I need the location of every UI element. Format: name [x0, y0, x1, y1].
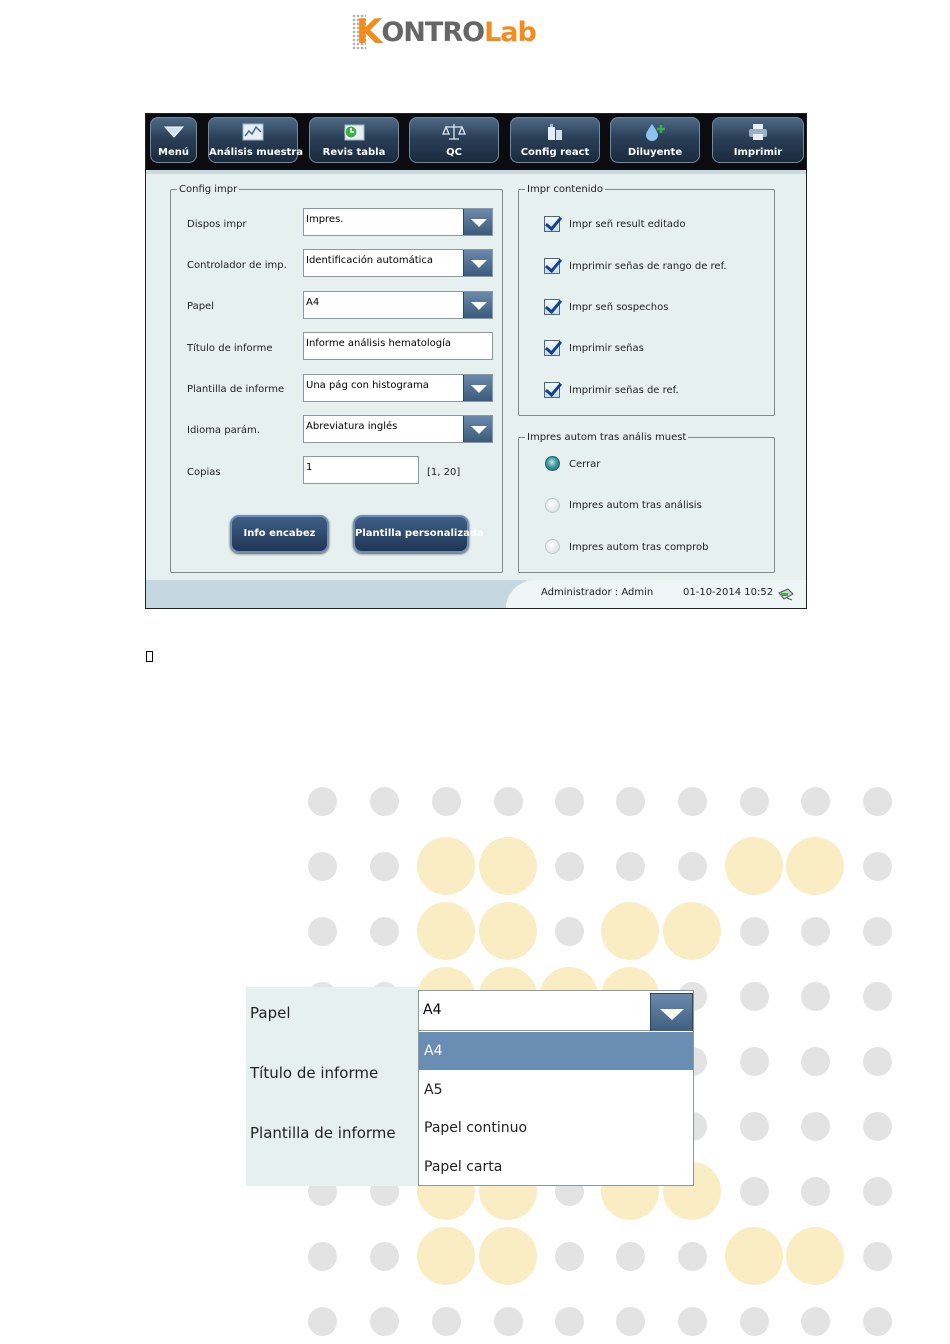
- yellow-dot: [479, 837, 537, 895]
- ref-range-flags-checkbox[interactable]: [544, 258, 560, 274]
- suspect-flags-label: Impr señ sospechos: [569, 302, 669, 313]
- yellow-dot: [479, 1227, 537, 1285]
- edited-result-label: Impr señ result editado: [569, 219, 686, 230]
- gray-dot: [555, 1307, 584, 1336]
- network-icon: [777, 585, 795, 603]
- copies-input[interactable]: [303, 456, 419, 484]
- table-clock-icon: [342, 122, 366, 142]
- gray-dot: [678, 787, 707, 816]
- gray-dot: [863, 1112, 892, 1141]
- logo-ontro: ONTRO: [381, 16, 485, 48]
- yellow-dot: [725, 1227, 783, 1285]
- zoom-report-title-label: Título de informe: [250, 1064, 379, 1082]
- gray-dot: [678, 852, 707, 881]
- paper-dropdown[interactable]: [303, 291, 493, 319]
- gray-dot: [494, 787, 523, 816]
- copies-label: Copias: [187, 467, 221, 478]
- gray-dot: [801, 917, 830, 946]
- header-info-button[interactable]: Info encabez: [230, 515, 329, 553]
- printer-device-label: Dispos impr: [187, 219, 247, 230]
- device-screen: [145, 113, 807, 609]
- gray-dot: [494, 1307, 523, 1336]
- yellow-dot: [417, 837, 475, 895]
- gray-dot: [370, 1307, 399, 1336]
- bottles-icon: [543, 122, 567, 142]
- gray-dot: [678, 1307, 707, 1336]
- gray-dot: [678, 1242, 707, 1271]
- chevron-down-icon[interactable]: [463, 291, 493, 319]
- gray-dot: [432, 787, 461, 816]
- report-title-value: Informe análisis hematología: [306, 338, 452, 349]
- gray-dot: [863, 1242, 892, 1271]
- drop-plus-icon: [643, 122, 667, 142]
- chevron-down-icon[interactable]: [463, 249, 493, 277]
- gray-dot: [308, 852, 337, 881]
- yellow-dot: [417, 1227, 475, 1285]
- kontrolab-logo: [356, 12, 536, 52]
- yellow-dot: [417, 902, 475, 960]
- qc-label: QC: [446, 147, 462, 158]
- diluent-button[interactable]: [610, 117, 700, 163]
- qc-button[interactable]: [409, 117, 499, 163]
- chevron-down-icon[interactable]: [463, 415, 493, 443]
- gray-dot: [863, 1307, 892, 1336]
- gray-dot: [308, 917, 337, 946]
- gray-dot: [616, 1307, 645, 1336]
- gray-dot: [308, 1242, 337, 1271]
- gray-dot: [740, 1047, 769, 1076]
- gray-dot: [801, 787, 830, 816]
- status-ribbon: [146, 580, 526, 608]
- paper-label: Papel: [187, 301, 214, 312]
- status-bar: [146, 580, 806, 608]
- yellow-dot: [786, 837, 844, 895]
- ref-flags-label: Imprimir señas de ref.: [569, 385, 679, 396]
- gray-dot: [740, 982, 769, 1011]
- sample-analysis-label: Análisis muestra: [209, 147, 304, 158]
- printer-device-dropdown[interactable]: [303, 208, 493, 236]
- printer-device-value: Impres.: [306, 214, 344, 225]
- gray-dot: [308, 1307, 337, 1336]
- balance-scale-icon: [442, 122, 466, 142]
- paper-options-list: [418, 1031, 694, 1186]
- chevron-down-icon: [162, 122, 186, 142]
- gray-dot: [863, 917, 892, 946]
- paper-option-continuous[interactable]: Papel continuo: [424, 1120, 528, 1136]
- toolbar: [146, 114, 806, 170]
- gray-dot: [863, 1047, 892, 1076]
- gray-dot: [370, 852, 399, 881]
- gray-dot: [432, 1307, 461, 1336]
- suspect-flags-checkbox[interactable]: [544, 299, 560, 315]
- yellow-dot: [663, 902, 721, 960]
- after-check-radio[interactable]: [545, 539, 560, 554]
- report-title-label: Título de informe: [187, 343, 273, 354]
- gray-dot: [555, 917, 584, 946]
- zoom-paper-dropdown[interactable]: [418, 990, 694, 1031]
- yellow-dot: [601, 902, 659, 960]
- custom-template-button[interactable]: Plantilla personalizada: [353, 515, 469, 553]
- sample-analysis-button[interactable]: [208, 117, 304, 163]
- paper-value: A4: [306, 297, 320, 308]
- paper-option-a4[interactable]: A4: [419, 1032, 693, 1070]
- gray-dot: [370, 917, 399, 946]
- zoom-paper-label: Papel: [250, 1004, 291, 1022]
- gray-dot: [863, 787, 892, 816]
- edited-result-checkbox[interactable]: [544, 216, 560, 232]
- gray-dot: [740, 1307, 769, 1336]
- copies-value: 1: [306, 462, 313, 473]
- gray-dot: [370, 1242, 399, 1271]
- report-template-value: Una pág con histograma: [306, 380, 429, 391]
- reagent-setup-label: Config react: [520, 147, 590, 158]
- logo-lab: Lab: [484, 16, 536, 48]
- gray-dot: [740, 1177, 769, 1206]
- menu-label: Menú: [158, 147, 189, 158]
- yellow-dot: [786, 1227, 844, 1285]
- copies-range: [1, 20]: [427, 467, 461, 478]
- print-driver-label: Controlador de imp.: [187, 260, 287, 271]
- close-radio-label: Cerrar: [569, 459, 601, 470]
- print-driver-dropdown[interactable]: [303, 249, 493, 277]
- gray-dot: [863, 852, 892, 881]
- content-divider: [146, 170, 806, 174]
- diluent-label: Diluyente: [627, 147, 683, 158]
- status-datetime: 01-10-2014 10:52: [683, 587, 774, 598]
- param-language-label: Idioma parám.: [187, 425, 260, 436]
- yellow-dot: [479, 902, 537, 960]
- yellow-dot: [725, 837, 783, 895]
- flags-label: Imprimir señas: [569, 343, 644, 354]
- gray-dot: [801, 1047, 830, 1076]
- gray-dot: [801, 1177, 830, 1206]
- gray-dot: [801, 1307, 830, 1336]
- bullet-marker: [146, 651, 153, 662]
- paper-dropdown-zoom: [246, 987, 694, 1186]
- report-template-dropdown[interactable]: [303, 374, 493, 402]
- status-user: Administrador : Admin: [541, 587, 654, 598]
- ref-range-flags-label: Imprimir señas de rango de ref.: [569, 261, 727, 272]
- paper-option-letter[interactable]: Papel carta: [424, 1159, 503, 1175]
- paper-option-a5[interactable]: A5: [424, 1082, 443, 1098]
- review-table-label: Revis tabla: [322, 147, 386, 158]
- auto-print-legend: Impres autom tras anális muest: [527, 432, 687, 443]
- print-content-legend: Impr contenido: [527, 184, 603, 195]
- review-table-button[interactable]: [309, 117, 399, 163]
- after-analysis-radio[interactable]: [545, 498, 560, 513]
- report-template-label: Plantilla de informe: [187, 384, 285, 395]
- chevron-down-icon[interactable]: [463, 374, 493, 402]
- param-language-dropdown[interactable]: [303, 415, 493, 443]
- gray-dot: [740, 917, 769, 946]
- gray-dot: [616, 852, 645, 881]
- gray-dot: [616, 1242, 645, 1271]
- close-radio[interactable]: [545, 456, 560, 471]
- print-button[interactable]: [712, 117, 804, 163]
- gray-dot: [801, 1112, 830, 1141]
- gray-dot: [801, 982, 830, 1011]
- gray-dot: [616, 787, 645, 816]
- logo-k: K: [356, 12, 382, 52]
- zoom-report-template-label: Plantilla de informe: [250, 1124, 396, 1142]
- menu-button[interactable]: [150, 117, 197, 163]
- gray-dot: [863, 982, 892, 1011]
- print-label: Imprimir: [733, 147, 783, 158]
- gray-dot: [555, 852, 584, 881]
- ref-flags-checkbox[interactable]: [544, 382, 560, 398]
- flags-checkbox[interactable]: [544, 340, 560, 356]
- chart-icon: [241, 122, 265, 142]
- zoom-paper-value: A4: [423, 1002, 442, 1018]
- report-title-input[interactable]: [303, 332, 493, 360]
- gray-dot: [308, 787, 337, 816]
- printer-icon: [746, 122, 770, 142]
- after-analysis-label: Impres autom tras análisis: [569, 500, 702, 511]
- gray-dot: [555, 787, 584, 816]
- print-driver-value: Identificación automática: [306, 255, 434, 266]
- gray-dot: [740, 787, 769, 816]
- gray-dot: [863, 1177, 892, 1206]
- print-config-legend: Config impr: [179, 184, 238, 195]
- gray-dot: [555, 1242, 584, 1271]
- reagent-setup-button[interactable]: [510, 117, 600, 163]
- after-check-label: Impres autom tras comprob: [569, 542, 709, 553]
- chevron-down-icon[interactable]: [650, 993, 693, 1035]
- gray-dot: [740, 1112, 769, 1141]
- chevron-down-icon[interactable]: [463, 208, 493, 236]
- gray-dot: [370, 787, 399, 816]
- param-language-value: Abreviatura inglés: [306, 421, 398, 432]
